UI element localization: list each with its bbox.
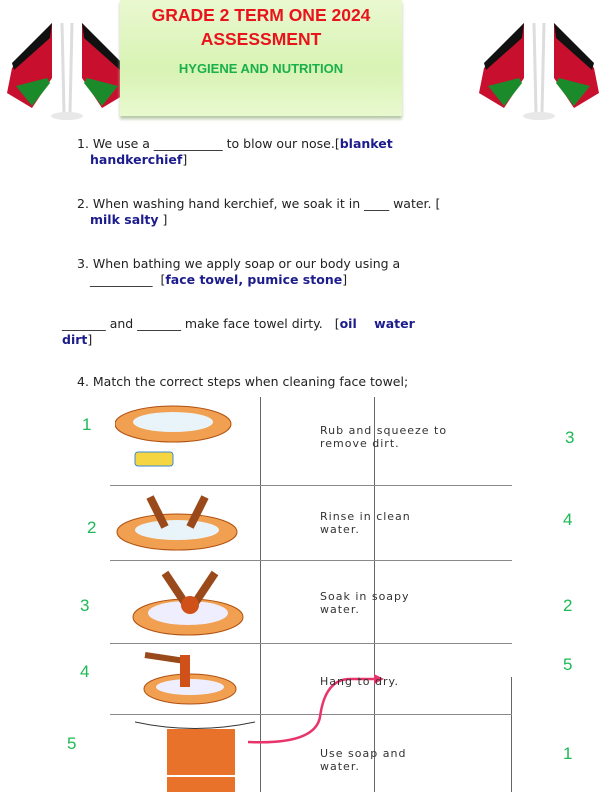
column-divider xyxy=(511,677,512,792)
left-number: 5 xyxy=(67,734,77,753)
soaking-bowl-image xyxy=(130,565,260,640)
step-text: Rub and squeeze to remove dirt. xyxy=(320,424,448,450)
subject-title: HYGIENE AND NUTRITION xyxy=(178,61,344,76)
bracket: ] xyxy=(87,332,93,347)
bowl-and-soap-image xyxy=(115,402,255,477)
step-text: Rinse in clean water. xyxy=(320,510,411,536)
answer-options: face towel, pumice stone xyxy=(165,272,343,287)
question-4 xyxy=(77,374,547,390)
answer-options: blanket xyxy=(339,136,393,151)
question-text: 4. Match the correct steps when cleaning face towel; xyxy=(77,374,409,389)
answer-options: handkerchief xyxy=(90,152,183,167)
right-number: 2 xyxy=(563,596,573,615)
bracket: ] xyxy=(182,152,188,167)
left-number: 4 xyxy=(80,662,90,681)
step-text: Use soap and water. xyxy=(320,747,407,773)
row-divider xyxy=(110,485,512,486)
title-line-1: GRADE 2 TERM ONE 2024 xyxy=(151,5,371,25)
right-number: 4 xyxy=(563,510,573,529)
flag-icon xyxy=(479,23,536,113)
answer-blank: __________ [ xyxy=(90,272,166,287)
question-text: 1. We use a ___________ to blow our nose.[ xyxy=(77,136,340,151)
question-text: 3. When bathing we apply soap or our body using a xyxy=(77,256,401,271)
answer-options: oil water xyxy=(339,316,415,331)
question-3b xyxy=(62,316,532,348)
matching-table xyxy=(110,397,512,792)
question-1 xyxy=(77,136,547,168)
row-divider xyxy=(110,560,512,561)
left-number: 1 xyxy=(82,415,92,434)
question-text: 2. When washing hand kerchief, we soak it in ____ water. [ xyxy=(77,196,441,211)
step-text: Soak in soapy water. xyxy=(320,590,410,616)
header-banner xyxy=(120,0,402,116)
title-line-2: ASSESSMENT xyxy=(200,29,322,49)
right-number: 1 xyxy=(563,744,573,763)
flag-icon xyxy=(542,23,599,113)
question-3 xyxy=(77,256,547,288)
answer-options: dirt xyxy=(62,332,88,347)
bracket: ] xyxy=(158,212,168,227)
answer-options: milk salty xyxy=(90,212,159,227)
step-text: Hang to dry. xyxy=(320,675,399,688)
right-number: 5 xyxy=(563,655,573,674)
question-2 xyxy=(77,196,547,228)
kenya-flags-right-image xyxy=(474,8,604,123)
kenya-flags-left-image xyxy=(2,8,132,123)
left-number: 3 xyxy=(80,596,90,615)
bracket: ] xyxy=(342,272,348,287)
washing-bowl-image xyxy=(115,492,255,557)
squeezing-bowl-image xyxy=(140,647,250,712)
page-title xyxy=(120,3,402,51)
row-divider xyxy=(110,643,512,644)
left-number: 2 xyxy=(87,518,97,537)
flag-icon xyxy=(7,23,64,113)
flag-icon xyxy=(70,23,127,113)
question-text: _______ and _______ make face towel dirty. [ xyxy=(62,316,340,331)
right-number: 3 xyxy=(565,428,575,447)
